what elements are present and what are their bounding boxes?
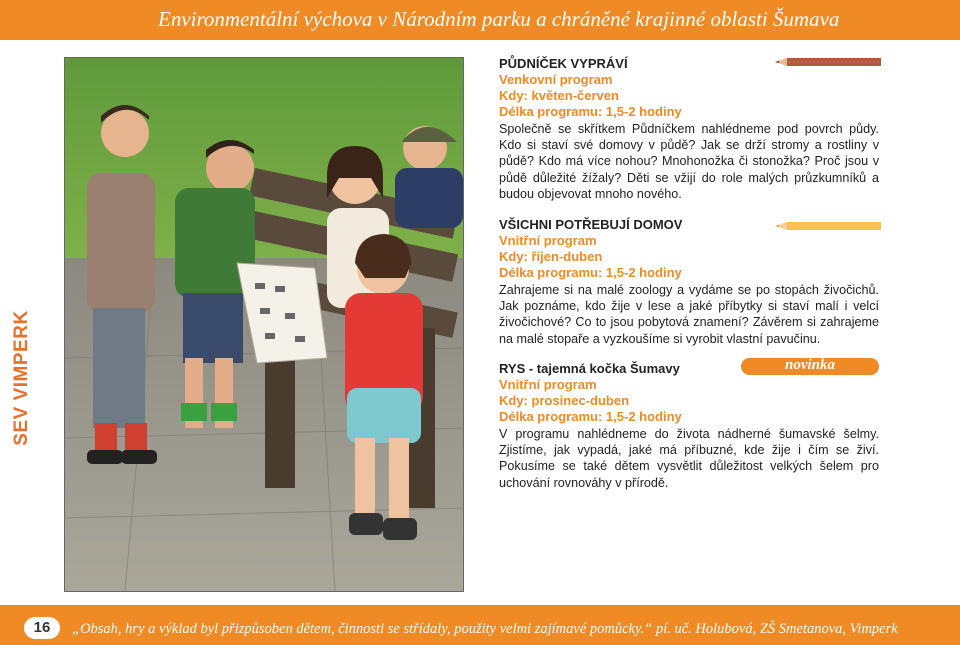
section-body: Zahrajeme si na malé zoology a vydáme se po stopách živočichů. Jak poznáme, kdo žije v lese a jaké příbytky si staví malí i velcí živočichové? Co to jsou pobytová znamení? Závěrem si zahrajeme na malé stopaře a vyzkoušíme si vyrobit vlastní pavučinu. <box>499 283 879 346</box>
section-length: Délka programu: 1,5-2 hodiny <box>499 265 682 280</box>
footer-quote: „Obsah, hry a výklad byl přizpůsoben dětem, činnosti se střídaly, použity velmi zajímavé pomůcky.“ pí. uč. Holubová, ZŠ Smetanova, Vimperk <box>72 621 898 637</box>
children-photo <box>64 57 464 592</box>
page-number: 16 <box>24 617 60 639</box>
section-when: Kdy: prosinec-duben <box>499 393 630 408</box>
section-rys <box>499 361 879 491</box>
section-type: Vnitřní program <box>499 233 597 248</box>
section-domov <box>499 217 879 347</box>
section-type: Vnitřní program <box>499 377 597 392</box>
section-body: Společně se skřítkem Půdníčkem nahlédneme pod povrch půdy. Kdo si staví své domovy v půdě? Jak se drží stromy a rostliny v půdě? Kdo má více nohou? Mnohonožka či stonožka? Proč jsou v půdě důležité žížaly? Děti se vžijí do role malých průzkumníků a budou objevovat mnoho nového. <box>499 122 879 201</box>
pencil-icon <box>775 57 881 67</box>
page-title: Environmentální výchova v Národním parku a chráněné krajinné oblasti Šumava <box>158 7 840 31</box>
section-body: V programu nahlédneme do života nádherné šumavské šelmy. Zjistíme, jak vypadá, jaké má příbuzné, kde žije i čím se živí. Pokusíme se také dětem vysvětlit důležitost velkých šelem pro uchování rovnováhy v přírodě. <box>499 427 879 490</box>
section-length: Délka programu: 1,5-2 hodiny <box>499 409 682 424</box>
badge-label: novinka <box>784 357 835 373</box>
section-when: Kdy: květen-červen <box>499 88 619 103</box>
header-bar <box>0 0 960 40</box>
section-when: Kdy: říjen-duben <box>499 249 603 264</box>
section-title: PŮDNÍČEK VYPRÁVÍ <box>499 56 628 71</box>
photo-illustration <box>65 58 463 591</box>
section-title: VŠICHNI POTŘEBUJÍ DOMOV <box>499 217 683 232</box>
side-label: SEV VIMPERK <box>11 310 32 446</box>
section-length: Délka programu: 1,5-2 hodiny <box>499 104 682 119</box>
pencil-icon <box>775 221 881 231</box>
section-title: RYS - tajemná kočka Šumavy <box>499 361 680 376</box>
section-pudnicek <box>499 56 879 202</box>
novinka-badge <box>741 358 879 375</box>
section-type: Venkovní program <box>499 72 613 87</box>
